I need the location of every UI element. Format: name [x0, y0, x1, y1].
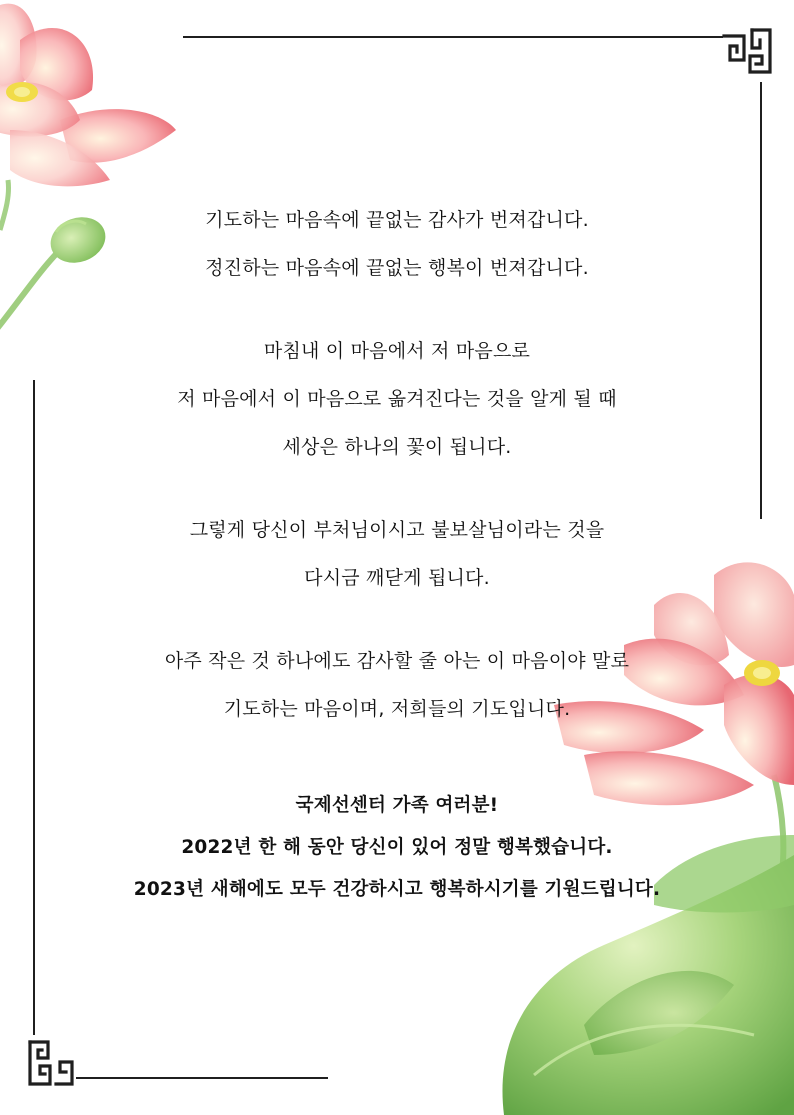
stanza3-line1: 그렇게 당신이 부처님이시고 불보살님이라는 것을: [189, 519, 605, 541]
stanza1-line1: 기도하는 마음속에 끝없는 감사가 번져갑니다.: [205, 209, 589, 231]
frame-right-line: [760, 82, 762, 519]
letter-body: [40, 196, 754, 911]
frame-bottom-line: [76, 1077, 328, 1079]
greeting-line1: 국제선센터 가족 여러분!: [295, 795, 499, 816]
greeting-line2: 2022년 한 해 동안 당신이 있어 정말 행복했습니다.: [181, 837, 613, 858]
stanza-gap: [40, 733, 754, 785]
stanza-gap: [40, 292, 754, 327]
frame-top-line: [183, 36, 723, 38]
stanza2-line1: 마침내 이 마음에서 저 마음으로: [263, 340, 531, 362]
meander-corner-bottom-left-icon: [26, 1038, 76, 1088]
stanza1-line2: 정진하는 마음속에 끝없는 행복이 번져갑니다.: [205, 257, 589, 279]
stanza2-line3: 세상은 하나의 꽃이 됩니다.: [282, 436, 512, 458]
stanza3-line2: 다시금 깨닫게 됩니다.: [304, 567, 490, 589]
frame-left-line: [33, 380, 35, 1035]
stanza2-line2: 저 마음에서 이 마음으로 옮겨진다는 것을 알게 될 때: [177, 388, 617, 410]
meander-corner-top-right-icon: [722, 26, 774, 76]
stanza-gap: [40, 471, 754, 506]
stanza4-line1: 아주 작은 것 하나에도 감사할 줄 아는 이 마음이야 말로: [164, 650, 630, 672]
stanza-gap: [40, 602, 754, 637]
greeting-line3: 2023년 새해에도 모두 건강하시고 행복하시기를 기원드립니다.: [133, 879, 661, 900]
stanza4-line2: 기도하는 마음이며, 저희들의 기도입니다.: [223, 698, 571, 720]
